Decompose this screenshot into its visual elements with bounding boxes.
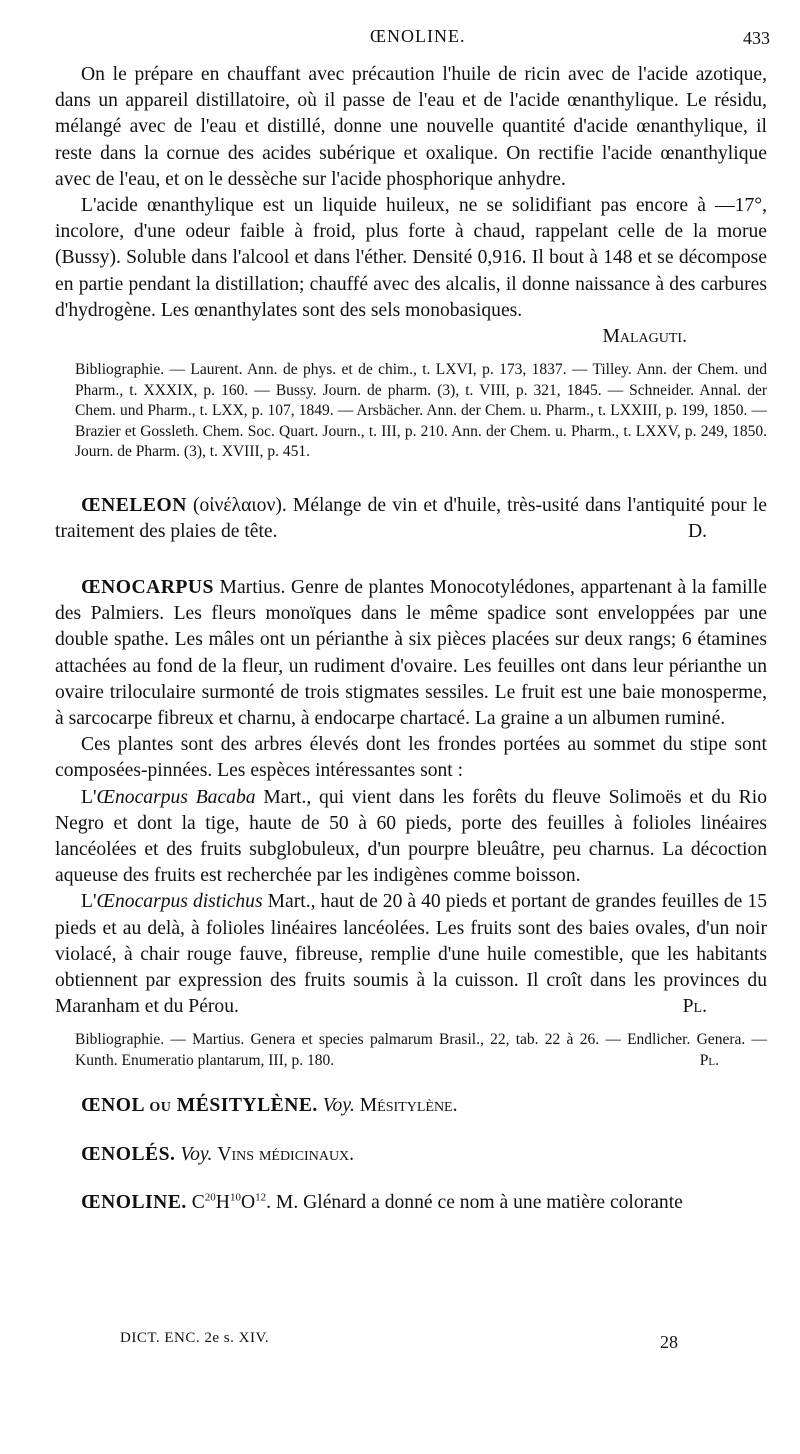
bacaba-text: Mart., qui vient dans les forêts du fleuve Solimoës et du Rio Negro et dont la tige, haute de 50 à 60 pieds, porte des feuilles à folioles linéaires lancéolées et des fruits subglobuleux, d'un pourpre bleuâtre, peu charnus. La décoction aqueuse des fruits est recherchée par les indigènes comme boisson. xyxy=(55,786,767,887)
page-header xyxy=(0,26,800,52)
oenanthylique-paragraph-2-text: L'acide œnanthylique est un liquide huileux, ne se solidifiant pas encore à —17°, incolore, d'une odeur faible à froid, plus forte à chaud, rappelant celle de la morue (Bussy). Soluble dans l'alcool et dans l'éther. Densité 0,916. Il bout à 148 et se décompose en partie pendant la distillation; chauffé avec des alcalis, il donne naissance à des carbures d'hydrogène. Les œnanthylates sont des sels monobasiques. xyxy=(55,195,767,321)
formula-c: C xyxy=(191,1191,205,1213)
bacaba-prefix: L' xyxy=(81,786,97,808)
distichus-prefix: L' xyxy=(81,891,97,913)
oenocarpus-paragraph-distichus xyxy=(55,889,767,1020)
oenocarpus-bibliography-text: Bibliographie. — Martius. Genera et species palmarum Brasil., 22, tab. 22 à 26. — Endlicher. Genera. — Kunth. Enumeratio plantarum, III, p. 180. xyxy=(75,1031,767,1069)
oeneleon-greek: (οἰνέλαιον). xyxy=(192,494,287,516)
oenoline-entry xyxy=(55,1190,767,1216)
spacer xyxy=(55,1020,767,1030)
oenanthylique-bibliography: Bibliographie. — Laurent. Ann. de phys. et de chim., t. LXVI, p. 173, 1837. — Tilley. Ann. der Chem. und Pharm., t. XXXIX, p. 160. — Bussy. Journ. de pharm. (3), t. VIII, p. 321, 1845. — Schneider. Annal. der Chem. und Pharm., t. LXX, p. 107, 1849. — Arsbächer. Ann. der Chem. u. Pharm., t. LXXIII, p. 199, 1850. — Brazier et Gossleth. Chem. Soc. Quart. Journ., t. III, p. 210. Ann. der Chem. u. Pharm., t. LXXV, p. 249, 1850. Journ. de Pharm. (3), t. XVIII, p. 451. xyxy=(75,361,767,461)
headword-oenoline: ŒNOLINE. xyxy=(81,1191,187,1213)
bibliography-signature-pl: Pl. xyxy=(699,1051,719,1069)
headword-oenol: ŒNOL ou MÉSITYLÈNE. xyxy=(81,1095,318,1117)
spacer xyxy=(55,545,767,575)
spacer xyxy=(55,1168,767,1190)
running-title: ŒNOLINE. xyxy=(370,26,466,46)
oenoles-target: Vins médicinaux. xyxy=(217,1143,355,1165)
oenol-voy: Voy. xyxy=(322,1095,355,1117)
spacer xyxy=(55,1120,767,1142)
oenoles-entry xyxy=(55,1142,767,1168)
author-signature-malaguti: Malaguti. xyxy=(602,326,687,348)
body-text xyxy=(55,62,767,1216)
formula-c-count: 20 xyxy=(204,1191,216,1204)
oeneleon-entry xyxy=(55,493,767,545)
oenanthylique-paragraph-1: On le prépare en chauffant avec précaution l'huile de ricin avec de l'acide azotique, dans un appareil distillatoire, où il passe de l'eau et de l'acide œnanthylique. Le résidu, mélangé avec de l'eau et distillé, donne une nouvelle quantité d'acide œnanthylique, il reste dans la cornue des acides subérique et oxalique. On rectifie l'acide œnanthylique avec de l'eau, et on le dessèche sur l'acide phosphorique anhydre. xyxy=(55,64,767,190)
formula-o: O xyxy=(240,1191,256,1213)
spacer xyxy=(55,1071,767,1093)
formula-h-count: 10 xyxy=(229,1191,241,1204)
page-footer xyxy=(0,1330,800,1360)
oenanthylique-paragraph-2 xyxy=(55,193,767,324)
headword-oeneleon: ŒNELEON xyxy=(81,494,187,516)
oenocarpus-paragraph-1 xyxy=(55,575,767,732)
oenoles-voy: Voy. xyxy=(180,1143,213,1165)
oenoline-text: . M. Glénard a donné ce nom à une matière colorante xyxy=(266,1191,683,1213)
species-name-bacaba: Œnocarpus Bacaba xyxy=(96,786,256,808)
spacer xyxy=(55,350,767,360)
oenol-target: Mésitylène. xyxy=(359,1095,458,1117)
sheet-number: 28 xyxy=(660,1332,678,1352)
oenocarpus-paragraph-2: Ces plantes sont des arbres élevés dont les frondes portées au sommet du stipe sont composées-pinnées. Les espèces intéressantes sont : xyxy=(55,734,767,782)
formula-o-count: 12 xyxy=(255,1191,267,1204)
author-signature-d: D. xyxy=(687,520,707,542)
species-name-distichus: Œnocarpus distichus xyxy=(96,891,263,913)
oenol-entry xyxy=(55,1093,767,1119)
oenocarpus-paragraph-bacaba xyxy=(55,785,767,890)
headword-oenoles: ŒNOLÉS. xyxy=(81,1143,176,1165)
oenanthylique-signature-line xyxy=(55,324,767,350)
signature-mark: DICT. ENC. 2e s. XIV. xyxy=(120,1330,270,1346)
spacer xyxy=(55,463,767,493)
chemical-formula xyxy=(192,1192,266,1213)
page-number: 433 xyxy=(743,28,770,48)
oenocarpus-paragraph-1-text: Martius. Genre de plantes Monocotylédones, appartenant à la famille des Palmiers. Les fleurs monoïques dans le même spadice sont enveloppées par une double spathe. Les mâles ont un périanthe à six pièces placées sur deux rangs; 6 étamines attachées au fond de la fleur, un rudiment d'ovaire. Les feuilles ont dans leur périanthe un ovaire triloculaire surmonté de trois stigmates sessiles. Le fruit est une baie monosperme, à sarcocarpe fibreux et charnu, à endocarpe chartacé. La graine a un albumen ruminé. xyxy=(55,576,767,729)
formula-h: H xyxy=(215,1191,230,1213)
oeneleon-text: Mélange de vin et d'huile, très-usité dans l'antiquité pour le traitement des plaies de tête. xyxy=(55,494,767,542)
distichus-text: Mart., haut de 20 à 40 pieds et portant de grandes feuilles de 15 pieds et au delà, à folioles linéaires lancéolées. Les fruits sont des baies ovales, d'un noir violacé, à chair rouge fauve, fibreuse, remplie d'une huile comestible, que les habitants obtiennent par expression des fruits soumis à la cuisson. Il croît dans les provinces du Maranham et du Pérou. xyxy=(55,891,767,1018)
author-signature-pl: Pl. xyxy=(682,996,707,1018)
headword-oenocarpus: ŒNOCARPUS xyxy=(81,576,214,598)
oenocarpus-bibliography xyxy=(75,1030,767,1071)
